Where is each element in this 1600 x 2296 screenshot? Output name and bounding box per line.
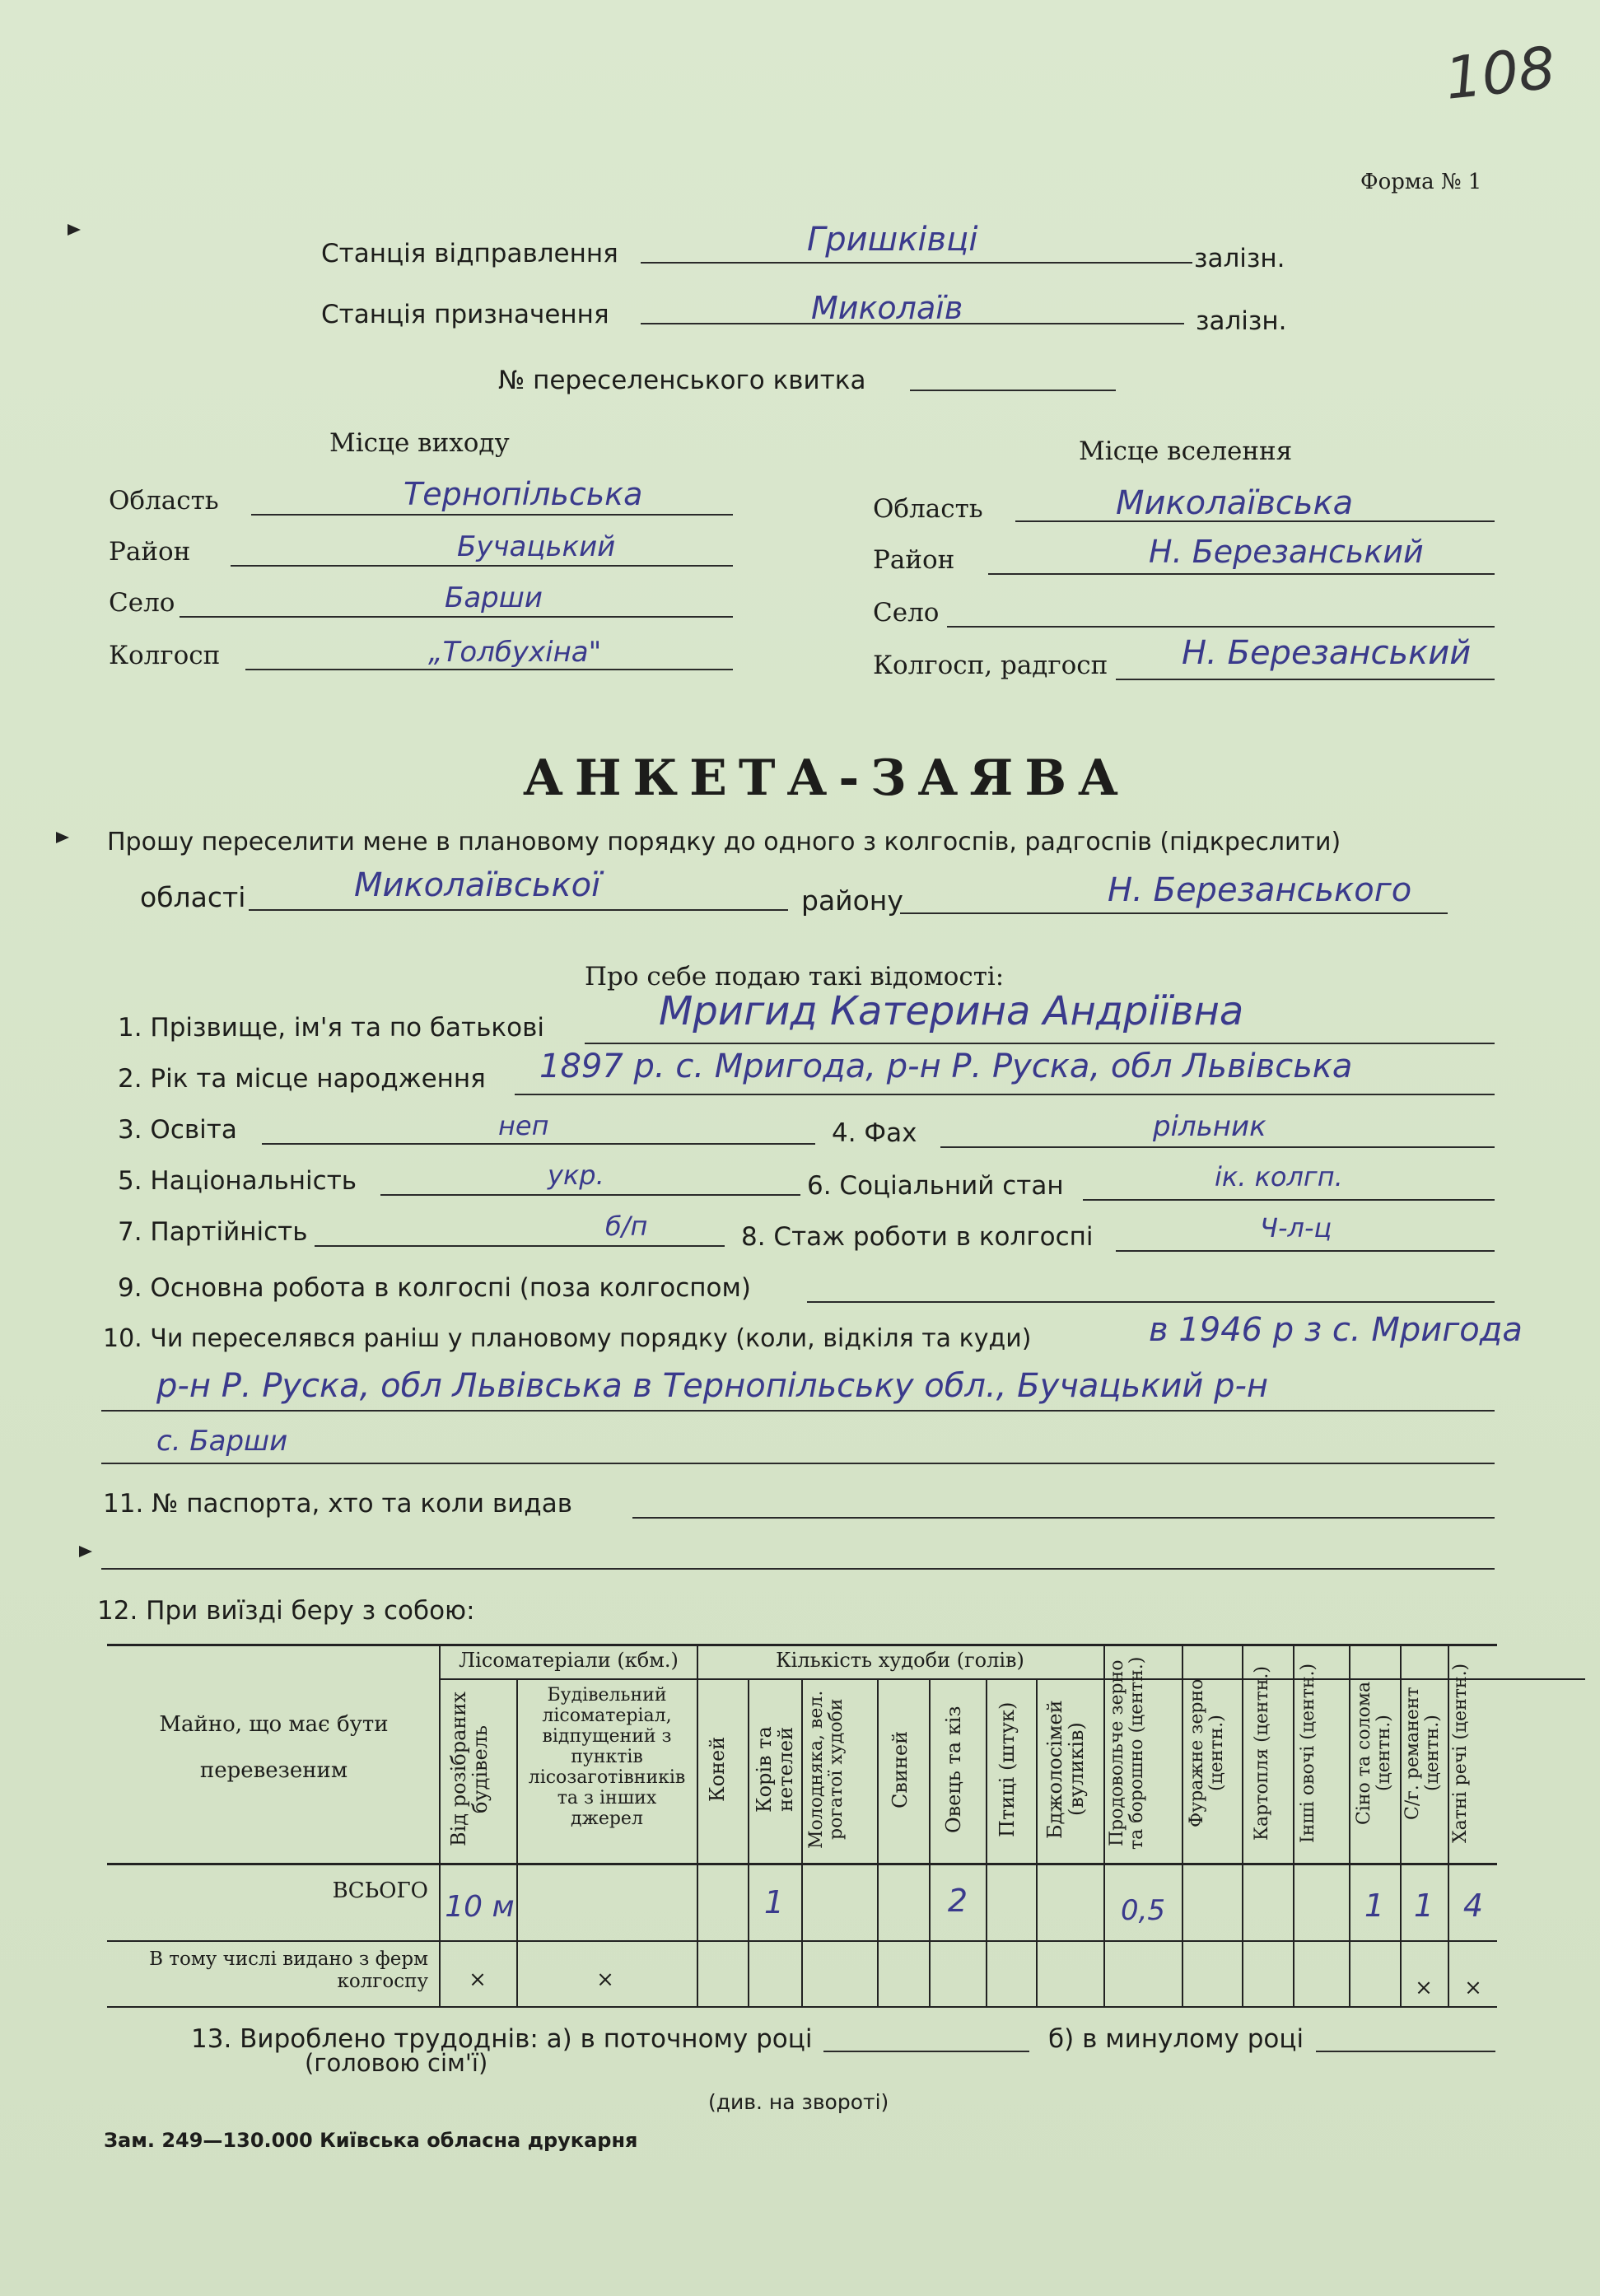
field-5-line [380,1194,800,1196]
col-tools: С/г. реманент (центн.) [1402,1687,1443,1820]
field-13-line-a [823,2051,1029,2052]
table-rule [107,2006,1497,2008]
field-7-value: б/п [605,1211,648,1242]
info-heading: Про себе подаю такі відомості: [585,962,1005,992]
field-1-value: Мригид Катерина Андріївна [659,988,1244,1034]
destination-value: Миколаїв [811,290,963,326]
table-rule [877,1678,879,2006]
property-header: Майно, що має бути перевезеним [159,1712,389,1783]
table-rule [1103,1644,1105,2006]
departure-label: Станція відправлення [321,239,618,268]
table-rule [801,1678,803,2006]
origin-kolhosp-line [245,669,733,670]
timber-group-header: Лісоматеріали (кбм.) [459,1649,679,1672]
field-6-line [1083,1199,1495,1201]
page-title: АНКЕТА-ЗАЯВА [523,749,1130,807]
ticket-line [910,390,1116,391]
col-sheep: Овець та кіз [942,1706,965,1833]
field-3-label: 3. Освіта [118,1115,237,1145]
origin-raion-line [231,565,733,567]
col-feed-grain: Фуражне зерно (центн.) [1187,1678,1227,1828]
table-rule [697,1644,698,2006]
settlement-oblast-value: Миколаївська [1116,484,1354,522]
field-11-label: 11. № паспорта, хто та коли видав [103,1489,572,1519]
table-rule [1293,1644,1294,2006]
field-1-label: 1. Прізвище, ім'я та по батькові [118,1013,544,1043]
field-12-label: 12. При виїзді беру з собою: [97,1596,475,1626]
table-rule [1349,1644,1350,2006]
farm-mark: × [1464,1976,1482,2000]
field-7-line [315,1245,725,1247]
total-food-grain: 0,5 [1120,1894,1166,1927]
col-cows: Корів та нетелей [753,1726,797,1813]
departure-line [641,262,1192,264]
field-5-value: укр. [548,1160,604,1191]
row-farm-label: В тому числі видано з ферм колгоспу [149,1948,428,1992]
field-11-line [632,1517,1495,1519]
settlement-selo-label: Село [873,598,940,628]
total-household: 4 [1462,1888,1484,1924]
field-10-value-a: в 1946 р з с. Мригода [1149,1311,1523,1349]
ticket-label: № переселенського квитка [498,366,866,395]
field-13-b-label: б) в минулому році [1048,2024,1304,2054]
railway-suffix-1: залізн. [1194,244,1285,273]
field-2-line [515,1094,1495,1095]
settlement-oblast-label: Область [873,494,983,524]
total-tools: 1 [1413,1888,1434,1924]
field-13-line-b [1316,2051,1495,2052]
field-11-line-2 [101,1568,1495,1570]
table-rule [516,1678,518,2006]
table-rule [107,1644,1497,1646]
origin-raion-value: Бучацький [457,530,616,563]
origin-kolhosp-label: Колгосп [109,641,221,670]
field-10-value-c: с. Барши [156,1425,288,1458]
margin-mark [56,832,69,843]
field-7-label: 7. Партійність [118,1217,308,1247]
origin-oblast-label: Область [109,486,219,516]
settlement-raion-value: Н. Березанський [1149,534,1424,570]
settlement-kolhosp-value: Н. Березанський [1182,634,1472,672]
field-4-label: 4. Фах [832,1118,917,1148]
origin-raion-label: Район [109,537,191,567]
origin-oblast-line [251,514,733,516]
field-10-value-b: р-н Р. Руска, обл Львівська в Тернопільську обл., Бучацький р-н [156,1367,1269,1405]
settlement-raion-line [988,573,1495,575]
origin-kolhosp-value: „Толбухіна" [428,636,602,669]
request-oblast-line [249,909,788,911]
livestock-group-header: Кількість худоби (голів) [776,1649,1024,1672]
footer-note: (див. на звороті) [708,2090,889,2114]
origin-selo-line [180,616,733,618]
field-1-line [585,1043,1495,1044]
col-hay: Сіно та солома (центн.) [1354,1681,1394,1826]
field-2-value: 1897 р. с. Мригода, р-н Р. Руска, обл Львівська [539,1048,1353,1085]
departure-value: Гришківці [807,221,978,259]
origin-heading: Місце виходу [329,428,510,458]
total-dismantled: 10 м [445,1890,515,1924]
field-10-line-2 [101,1463,1495,1464]
table-rule [748,1678,749,2006]
origin-oblast-value: Тернопільська [403,476,643,512]
table-rule [1448,1644,1449,2006]
table-rule [1182,1644,1183,2006]
total-cows: 1 [763,1884,785,1920]
printer-info: Зам. 249—130.000 Київська обласна друкарня [104,2129,638,2152]
field-9-line [807,1301,1495,1303]
table-rule [986,1678,987,2006]
field-8-value: Ч-л-ц [1260,1212,1332,1244]
total-sheep: 2 [947,1883,968,1919]
table-rule [1400,1644,1402,2006]
field-13-sub: (головою сім'ї) [305,2049,488,2077]
form-label: Форма № 1 [1360,170,1482,194]
field-10-label: 10. Чи переселявся раніш у плановому порядку (коли, відкіля та куди) [103,1324,1032,1353]
table-rule [1242,1644,1243,2006]
col-young: Молодняка, вел. рогатої худоби [806,1690,847,1849]
table-rule [929,1678,931,2006]
field-6-label: 6. Соціальний стан [807,1171,1064,1201]
settlement-heading: Місце вселення [1079,436,1293,466]
farm-mark: × [1415,1976,1433,2000]
col-horses: Коней [706,1736,729,1803]
field-3-value: неп [498,1110,549,1141]
request-oblast-label: області [140,881,246,913]
field-6-value: ік. колгп. [1215,1161,1343,1192]
request-raion-label: району [801,884,903,917]
timber-building-header: Будівельний лісоматеріал, відпущений з пунктів лісозаготівників та з інших джерел [528,1685,686,1829]
field-2-label: 2. Рік та місце народження [118,1064,486,1094]
total-hay: 1 [1364,1888,1385,1924]
settlement-selo-line [947,626,1495,628]
col-pigs: Свиней [889,1730,912,1808]
field-9-label: 9. Основна робота в колгоспі (поза колгоспом) [118,1273,751,1303]
request-raion-line [900,912,1448,914]
table-rule [439,1644,441,2006]
request-line: Прошу переселити мене в плановому порядку до одного з колгоспів, радгоспів (підкреслити) [107,828,1341,856]
field-13-label: 13. Вироблено трудоднів: а) в поточному році [191,2024,813,2054]
field-8-line [1116,1250,1495,1252]
field-5-label: 5. Національність [118,1166,357,1196]
timber-dismantled-header: Від розібраних будівель [447,1692,492,1847]
settlement-kolhosp-label: Колгосп, радгосп [873,651,1108,680]
origin-selo-value: Барши [445,581,543,614]
margin-mark [68,224,81,236]
field-4-line [940,1146,1495,1148]
request-raion-value: Н. Березанського [1108,871,1412,909]
destination-label: Станція призначення [321,300,609,329]
request-oblast-value: Миколаївської [354,866,601,904]
origin-selo-label: Село [109,588,175,618]
field-8-label: 8. Стаж роботи в колгоспі [741,1222,1094,1252]
table-rule [1036,1678,1038,2006]
col-food-grain: Продовольче зерно та борошно (центн.) [1107,1656,1147,1850]
row-total-label: ВСЬОГО [332,1878,428,1903]
property-table [107,1644,1497,2018]
col-bees: Бджолосімей (вуликів) [1043,1700,1088,1839]
farm-mark: × [596,1967,614,1992]
field-3-line [262,1143,815,1145]
railway-suffix-2: залізн. [1196,306,1287,336]
field-10-line-1 [101,1410,1495,1412]
margin-mark [79,1546,92,1557]
settlement-raion-label: Район [873,545,955,575]
page-number: 108 [1442,34,1559,113]
col-household: Хатні речі (центн.) [1450,1663,1471,1844]
col-poultry: Птиці (штук) [996,1701,1019,1837]
farm-mark: × [469,1967,487,1992]
settlement-kolhosp-line [1116,679,1495,680]
field-4-value: рільник [1153,1110,1266,1143]
col-potato: Картопля (центн.) [1252,1666,1272,1841]
col-vegetables: Інші овочі (центн.) [1298,1663,1318,1844]
